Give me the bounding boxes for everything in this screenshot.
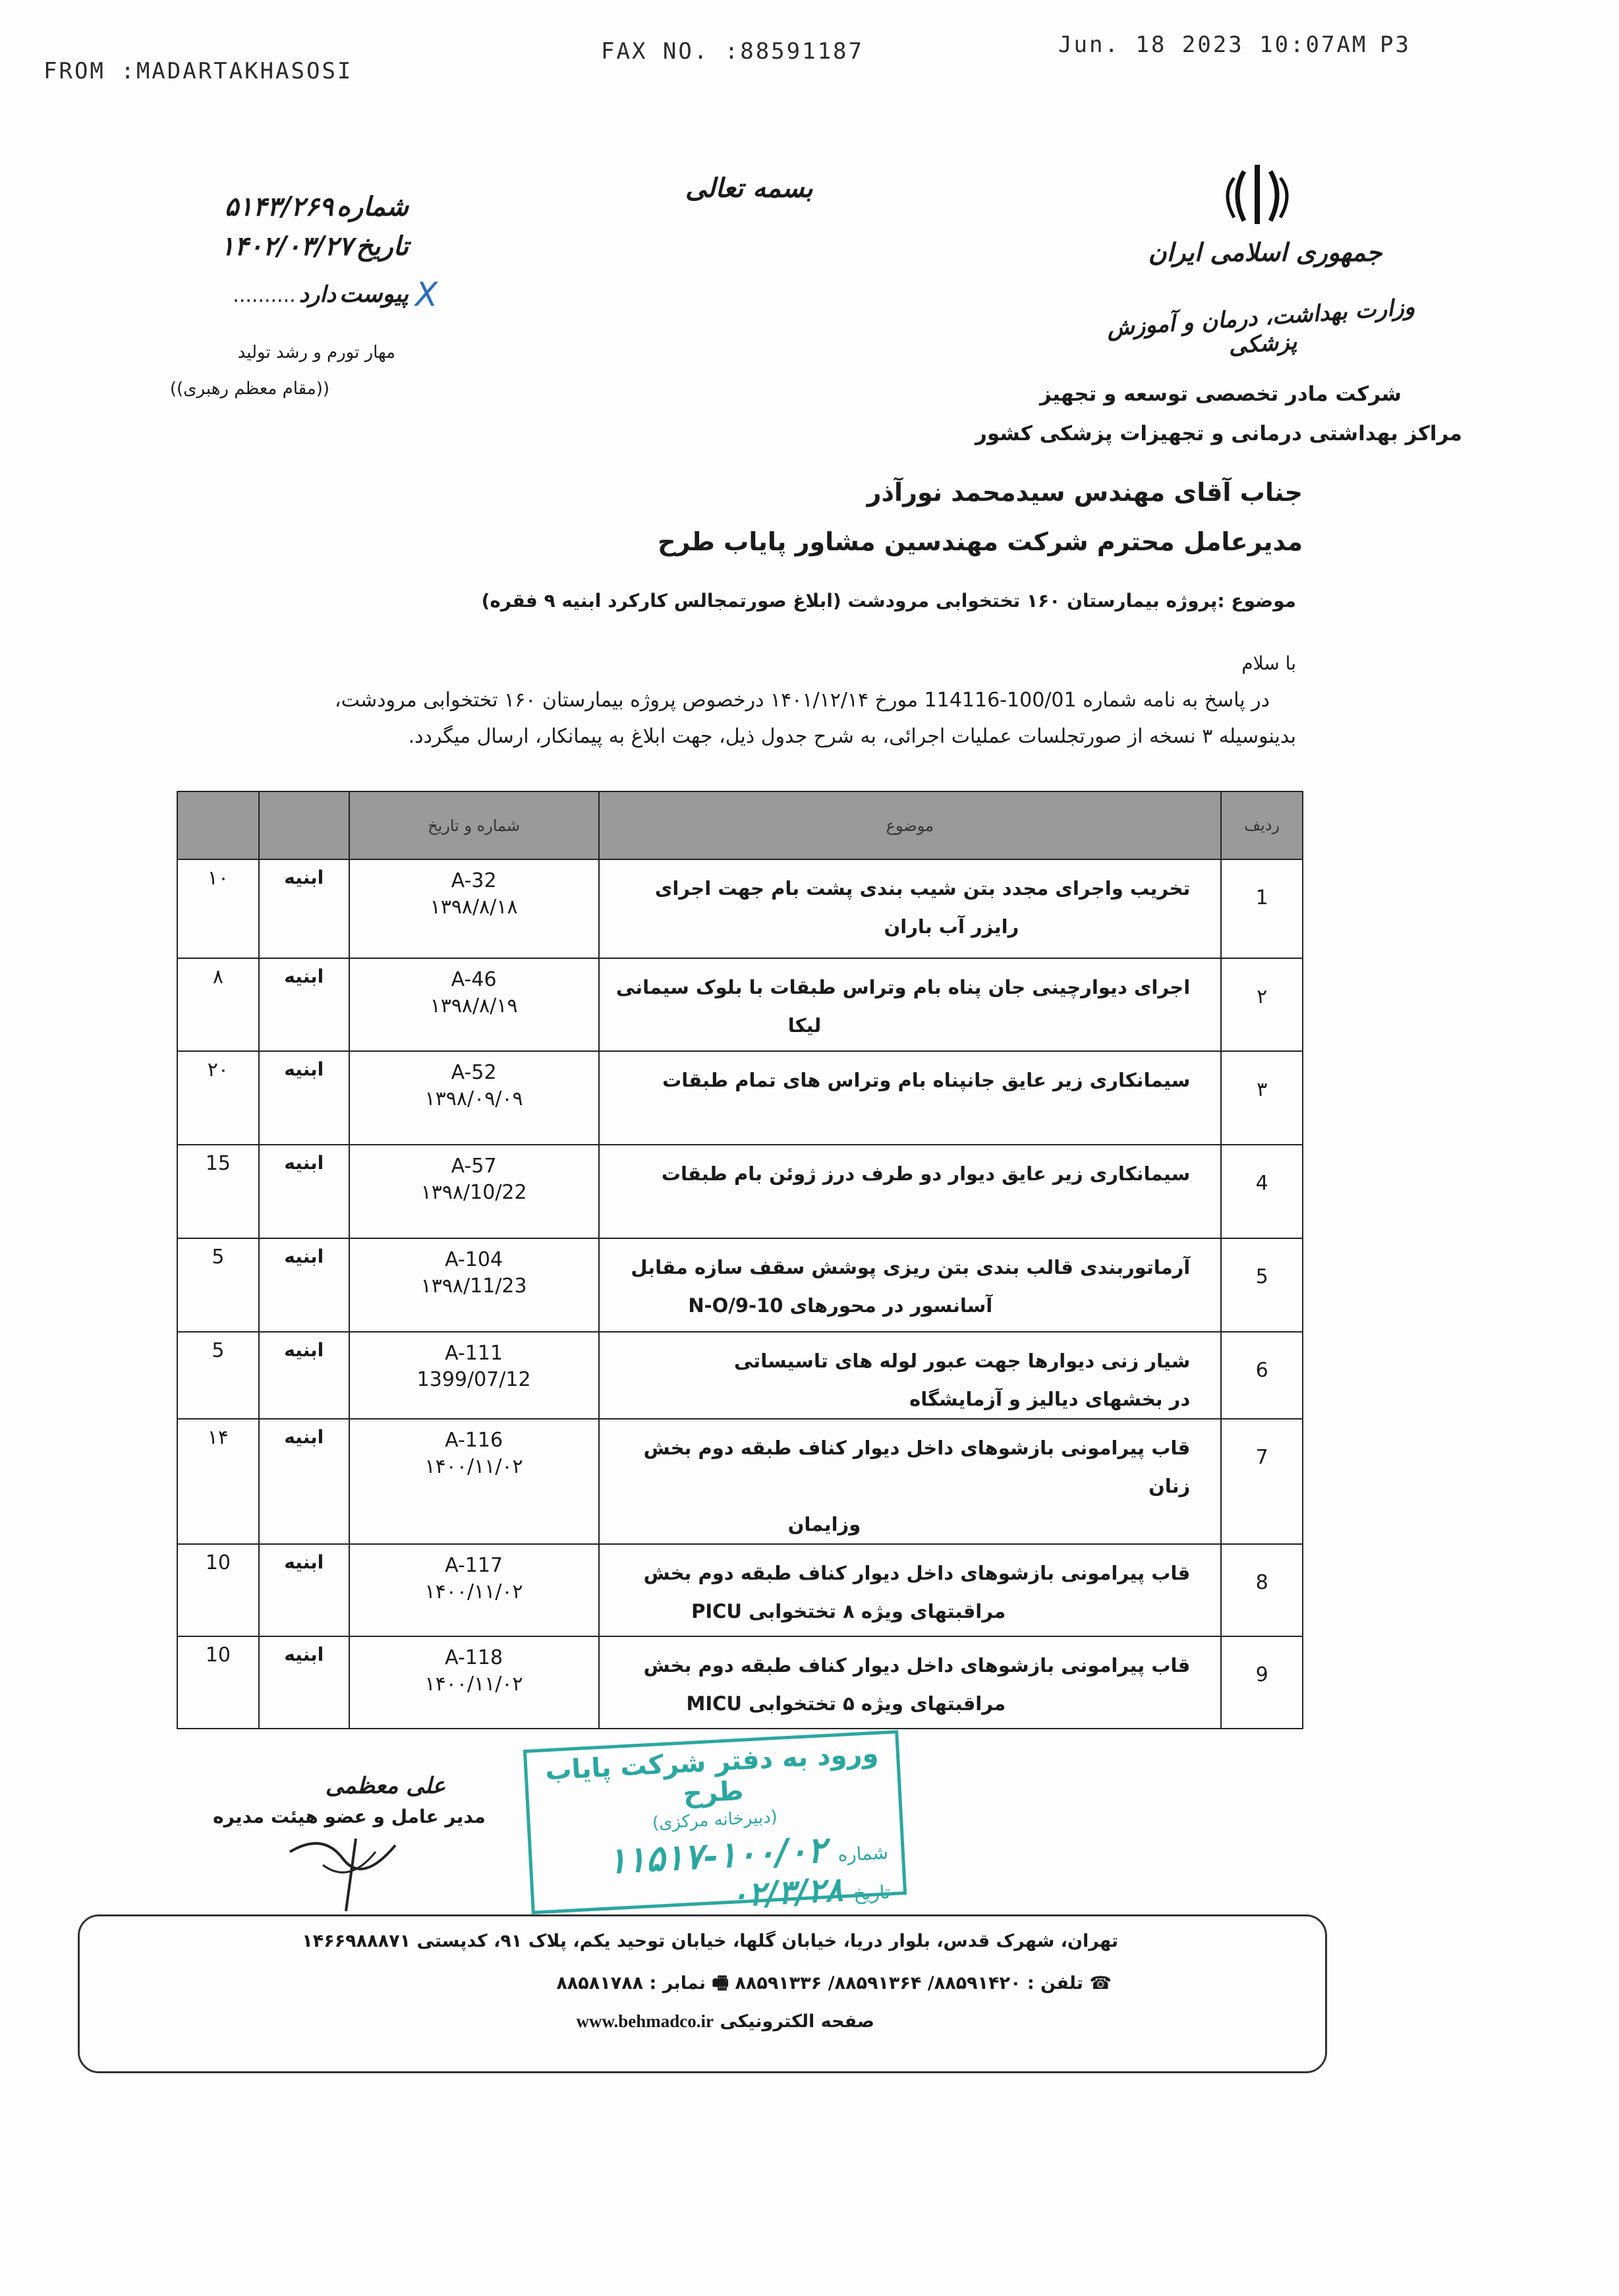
row-number: 9 xyxy=(1221,1636,1303,1729)
worksheet-table xyxy=(177,791,1303,1729)
row-number-date xyxy=(349,958,599,1051)
body-line2: بدینوسیله ۳ نسخه از صورتجلسات عملیات اجرائی، به شرح جدول ذیل، جهت ابلاغ به پیمانکار، ارسال میگردد. xyxy=(408,725,1296,748)
row-subject-line1: قاب پیرامونی بازشوهای داخل دیوار کناف طبقه دوم بخش زنان xyxy=(643,1437,1191,1497)
row-doc-number: A-57 xyxy=(451,1155,497,1178)
row-quantity: 5 xyxy=(177,1238,259,1332)
row-subject xyxy=(599,1051,1222,1145)
row-place: ابنیه xyxy=(259,1145,349,1238)
row-subject-line2: در بخشهای دیالیز و آزمایشگاه xyxy=(909,1388,1191,1410)
row-subject-line2: آسانسور در محورهای N-O/9-10 xyxy=(688,1294,993,1317)
row-doc-date: ۱۴۰۰/۱۱/۰۲ xyxy=(424,1580,523,1603)
table-row xyxy=(177,859,1303,958)
emblem-line1: جمهوری اسلامی ایران xyxy=(1148,237,1382,267)
row-number-date xyxy=(349,1145,599,1238)
header-place xyxy=(259,791,349,859)
footer-phone: تلفن : ۸۸۵۹۱۴۲۰/ ۸۸۵۹۱۳۶۴/ ۸۸۵۹۱۳۳۶ xyxy=(735,1973,1083,1994)
stamp-date-label: تاریخ xyxy=(853,1881,891,1905)
row-subject xyxy=(599,1636,1222,1729)
table-row xyxy=(177,1051,1303,1145)
subject-line: موضوع :پروژه بیمارستان ۱۶۰ تختخوابی مرودشت (ابلاغ صورتمجالس کارکرد ابنیه ۹ فقره) xyxy=(481,590,1296,612)
greeting: با سلام xyxy=(1241,652,1296,674)
row-subject-line1: قاب پیرامونی بازشوهای داخل دیوار کناف طبقه دوم بخش xyxy=(643,1562,1191,1584)
table-row xyxy=(177,1332,1303,1419)
row-quantity: 5 xyxy=(177,1332,259,1419)
row-doc-number: A-46 xyxy=(451,968,497,991)
row-number-date xyxy=(349,1544,599,1636)
letter-attachment: پیوست دارد .......... xyxy=(233,280,409,308)
row-doc-date: ۱۳۹۸/۸/۱۹ xyxy=(430,994,518,1018)
row-quantity: 10 xyxy=(177,1544,259,1636)
org-line2: مراکز بهداشتی درمانی و تجهیزات پزشکی کشور xyxy=(975,422,1462,445)
row-subject xyxy=(599,1238,1222,1332)
row-number-date xyxy=(349,1419,599,1544)
row-doc-number: A-116 xyxy=(445,1429,503,1452)
table-row xyxy=(177,1238,1303,1332)
row-doc-number: A-117 xyxy=(445,1554,503,1577)
header-number-date: شماره و تاریخ xyxy=(349,791,599,859)
stamp-number-value: ۱۰۰/۰۲-۱۱۵۱۷ xyxy=(606,1828,828,1882)
fax-number: FAX NO. :88591187 xyxy=(601,38,864,65)
attachment-mark: X xyxy=(415,275,438,314)
row-number-date xyxy=(349,1636,599,1729)
table-row xyxy=(177,1145,1303,1238)
footer-website-row xyxy=(479,2011,874,2032)
row-doc-date: ۱۳۹۸/۰۹/۰۹ xyxy=(424,1087,523,1110)
row-subject-line2: وزایمان xyxy=(787,1513,861,1535)
row-doc-number: A-118 xyxy=(445,1646,503,1669)
header-row-no: ردیف xyxy=(1221,791,1303,859)
row-place: ابنیه xyxy=(259,859,349,958)
slogan-line2: ((مقام معظم رهبری)) xyxy=(169,379,329,399)
row-place: ابنیه xyxy=(259,1332,349,1419)
row-subject xyxy=(599,1145,1222,1238)
table-row xyxy=(177,958,1303,1051)
row-subject-line2: مراقبتهای ویژه ۵ تختخوابی MICU xyxy=(686,1692,1006,1715)
row-number: 6 xyxy=(1221,1332,1303,1419)
stamp-line1: ورود به دفتر شرکت پایاب طرح xyxy=(544,1738,880,1810)
letter-date xyxy=(178,231,409,262)
signature-name: علی معظمی xyxy=(325,1773,446,1799)
row-doc-date: ۱۴۰۰/۱۱/۰۲ xyxy=(424,1673,523,1696)
row-quantity: 10 xyxy=(177,1636,259,1729)
row-quantity: ۱۰ xyxy=(177,859,259,958)
row-number-date xyxy=(349,1238,599,1332)
row-place: ابنیه xyxy=(259,1419,349,1544)
fax-page: P3 xyxy=(1380,32,1411,58)
entry-stamp xyxy=(523,1730,907,1914)
row-quantity: 15 xyxy=(177,1145,259,1238)
letter-number-label: شماره xyxy=(336,191,409,222)
row-subject-line1: شیار زنی دیوارها جهت عبور لوله های تاسیساتی xyxy=(733,1350,1191,1372)
row-subject-line1: سیمانکاری زیر عایق جانپناه بام وتراس های تمام طبقات xyxy=(662,1069,1191,1091)
row-number: ۳ xyxy=(1221,1051,1303,1145)
row-place: ابنیه xyxy=(259,958,349,1051)
letter-number xyxy=(198,191,409,222)
row-place: ابنیه xyxy=(259,1051,349,1145)
fax-datetime: Jun. 18 2023 10:07AM xyxy=(1058,32,1368,58)
row-quantity: ۱۴ xyxy=(177,1419,259,1544)
fax-from: FROM :MADARTAKHASOSI xyxy=(43,58,353,84)
row-place: ابنیه xyxy=(259,1544,349,1636)
row-place: ابنیه xyxy=(259,1238,349,1332)
letter-number-value: ۵۱۴۳/۲۶۹ xyxy=(224,191,333,222)
row-doc-number: A-52 xyxy=(451,1061,497,1084)
stamp-line2: (دبیرخانه مرکزی) xyxy=(652,1807,778,1833)
row-number: 1 xyxy=(1221,859,1303,958)
letter-attachment-label: پیوست xyxy=(339,280,409,308)
row-subject-line1: تخریب واجرای مجدد بتن شیب بندی پشت بام جهت اجرای xyxy=(654,877,1191,900)
letter-date-label: تاریخ xyxy=(356,231,409,262)
letter-attachment-value: دارد xyxy=(298,281,336,308)
row-doc-date: 1399/07/12 xyxy=(416,1368,531,1391)
footer-website-label: صفحه الکترونیکی xyxy=(720,2011,874,2032)
row-subject-line1: سیمانکاری زیر عایق دیوار دو طرف درز ژوئن بام طبقات xyxy=(661,1162,1191,1185)
row-place: ابنیه xyxy=(259,1636,349,1729)
row-number-date xyxy=(349,1051,599,1145)
signature-title: مدیر عامل و عضو هیئت مدیره xyxy=(213,1806,486,1827)
body-line1: در پاسخ به نامه شماره 100/01-114116 مورخ ۱۴۰۱/۱۲/۱۴ درخصوص پروژه بیمارستان ۱۶۰ تختخوابی مرودشت، xyxy=(334,689,1270,712)
stamp-date-value: ۰۲/۳/۲۸ xyxy=(729,1870,844,1914)
table-row xyxy=(177,1636,1303,1729)
row-number: ۲ xyxy=(1221,958,1303,1051)
row-number-date xyxy=(349,1332,599,1419)
row-doc-number: A-111 xyxy=(445,1342,503,1365)
recipient-line1: جناب آقای مهندس سیدمحمد نورآذر xyxy=(866,478,1303,507)
iran-emblem-icon xyxy=(1218,158,1297,231)
row-subject xyxy=(599,1544,1222,1636)
row-doc-date: ۱۴۰۰/۱۱/۰۲ xyxy=(424,1455,523,1478)
row-doc-number: A-104 xyxy=(445,1248,503,1271)
table-row xyxy=(177,1544,1303,1636)
row-quantity: ۲۰ xyxy=(177,1051,259,1145)
row-subject-line1: قاب پیرامونی بازشوهای داخل دیوار کناف طبقه دوم بخش xyxy=(643,1654,1191,1677)
row-doc-number: A-32 xyxy=(451,869,497,892)
row-subject-line2: لیکا xyxy=(787,1014,822,1037)
row-subject xyxy=(599,1332,1222,1419)
footer-fax: نمابر : ۸۸۵۸۱۷۸۸ xyxy=(556,1973,706,1994)
row-quantity: ۸ xyxy=(177,958,259,1051)
row-number: 4 xyxy=(1221,1145,1303,1238)
table-row xyxy=(177,1419,1303,1544)
row-number-date xyxy=(349,859,599,958)
row-number: 7 xyxy=(1221,1419,1303,1544)
stamp-number-label: شماره xyxy=(837,1841,889,1866)
row-number: 5 xyxy=(1221,1238,1303,1332)
table-header-row xyxy=(177,791,1303,859)
signature-scribble-icon xyxy=(283,1825,409,1918)
org-line1: شرکت مادر تخصصی توسعه و تجهیز xyxy=(1039,382,1402,406)
row-number: 8 xyxy=(1221,1544,1303,1636)
row-subject-line1: آرماتوربندی قالب بندی بتن ریزی پوشش سقف سازه مقابل xyxy=(631,1256,1191,1278)
letter-date-value: ۱۴۰۲/۰۳/۲۷ xyxy=(220,231,353,262)
footer-address: تهران، شهرک قدس، بلوار دریا، خیابان گلها، خیابان توحید یکم، پلاک ۹۱، کدپستی ۱۴۶۶۹۸۸۸۷۱ xyxy=(302,1931,1118,1951)
row-subject-line1: اجرای دیوارچینی جان پناه بام وتراس طبقات با بلوک سیمانی xyxy=(615,976,1191,998)
basmala: بسمه تعالی xyxy=(685,173,813,204)
row-subject-line2: مراقبتهای ویژه ۸ تختخوابی PICU xyxy=(691,1600,1006,1622)
row-doc-date: ۱۳۹۸/11/23 xyxy=(420,1275,527,1298)
footer-website[interactable]: www.behmadco.ir xyxy=(576,2011,714,2031)
recipient-line2: مدیرعامل محترم شرکت مهندسین مشاور پایاب طرح xyxy=(658,527,1303,556)
footer-contact xyxy=(387,1970,1112,2001)
row-subject-line2: رایزر آب باران xyxy=(884,915,1019,938)
row-doc-date: ۱۳۹۸/10/22 xyxy=(420,1181,527,1204)
row-subject xyxy=(599,859,1222,958)
slogan-line1: مهار تورم و رشد تولید xyxy=(237,343,395,362)
fax-icon: 🖷 xyxy=(712,1973,729,1994)
phone-icon: ☎ xyxy=(1089,1973,1112,1994)
emblem-line2: وزارت بهداشت، درمان و آموزش پزشکی xyxy=(1106,293,1416,360)
row-subject xyxy=(599,958,1222,1051)
header-subject: موضوع xyxy=(599,791,1222,859)
row-doc-date: ۱۳۹۸/۸/۱۸ xyxy=(430,896,518,919)
row-subject xyxy=(599,1419,1222,1544)
header-quantity xyxy=(177,791,259,859)
